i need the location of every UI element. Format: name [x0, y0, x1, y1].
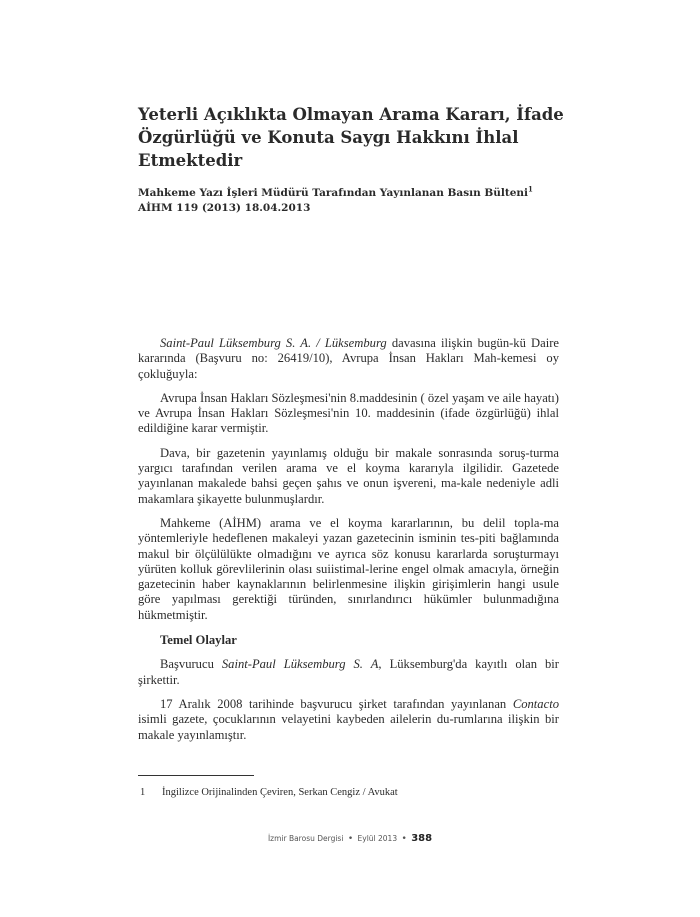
case-name: Saint-Paul Lüksemburg S. A. / Lüksemburg	[160, 336, 387, 350]
page-number: 388	[411, 833, 433, 844]
article-body	[138, 336, 559, 752]
newspaper-name: Contacto	[512, 696, 559, 711]
paragraph-1: Saint-Paul Lüksemburg S. A. / Lüksemburg davasına ilişkin bugün-kü Daire kararında (Başvuru no: 26419/10), Avrupa İnsan Hakları Mah-kemesi oy çokluğuyla:	[138, 336, 559, 381]
applicant-name: Saint-Paul Lüksemburg S. A,	[221, 657, 382, 672]
paragraph-5: Başvurucu Saint-Paul Lüksemburg S. A, Lüksemburg'da kayıtlı olan bir şirkettir.	[138, 657, 559, 687]
article-title	[138, 103, 564, 172]
footnote-number: 1	[140, 787, 146, 798]
title-line-1: Yeterli Açıklıkta Olmayan Arama Kararı, İfade	[138, 105, 564, 124]
journal-name: İzmir Barosu Dergisi	[267, 834, 344, 843]
title-line-3: Etmektedir	[138, 151, 243, 170]
footnote-divider	[138, 775, 254, 776]
paragraph-6: 17 Aralık 2008 tarihinde başvurucu şirket tarafından yayınlanan Contacto isimli gazete, çocuklarının velayetini kaybeden ailelerin du-rumlarına ilişkin bir makale yayınlamıştır.	[138, 696, 559, 742]
press-release-label: Mahkeme Yazı İşleri Müdürü Tarafından Yayınlanan Basın Bülteni	[138, 187, 529, 199]
footnote-text: İngilizce Orijinalinden Çeviren, Serkan Cengiz / Avukat	[162, 787, 398, 798]
footnote-ref[interactable]: 1	[528, 184, 533, 194]
title-line-2: Özgürlüğü ve Konuta Saygı Hakkını İhlal	[138, 128, 519, 147]
page-footer	[0, 833, 700, 844]
footnote	[140, 786, 560, 799]
footer-separator: •	[347, 834, 354, 844]
paragraph-3: Dava, bir gazetenin yayınlamış olduğu bir makale sonrasında soruş-turma yargıcı tarafından verilen arama ve el koyma kararıyla ilgilidir. Gazetede yayınlanan makalede bahsi geçen şahıs ve onun işvereni, ma-kale nedeniyle adli makamlara şikayette bulunmuşlardır.	[138, 445, 559, 506]
paragraph-2: Avrupa İnsan Hakları Sözleşmesi'nin 8.maddesinin ( özel yaşam ve aile hayatı) ve Avrupa İnsan Hakları Sözleşmesi'nin 10. maddesinin (ifade özgürlüğü) ihlal edildiğine karar vermiştir.	[138, 390, 559, 436]
footer-separator-2: •	[401, 834, 407, 844]
subtitle-line-2: AİHM 119 (2013) 18.04.2013	[138, 202, 311, 214]
article-subtitle	[138, 186, 568, 216]
section-heading: Temel Olaylar	[160, 633, 237, 648]
paragraph-4: Mahkeme (AİHM) arama ve el koyma kararlarının, bu delil topla-ma yöntemleriyle hedeflenen makaleyi yazan gazetecinin isminin tes-piti bağlamında makul bir ölçülülükte olmadığını ve ayrıca söz konusu kararlarda soruşturmayı yürüten kolluk görevlilerinin olası suiistimal-lerine engel olmak amacıyla, örneğin gazetecinin haber kaynaklarının belirlenmesine ilişkin girişimlerin hangi usule göre yapılması gerektiği türünden, sınırlandırıcı hükümler bulunmadığına hükmetmiştir.	[138, 515, 559, 622]
subtitle-line-1	[138, 186, 568, 201]
issue-date: Eylül 2013	[357, 834, 398, 843]
